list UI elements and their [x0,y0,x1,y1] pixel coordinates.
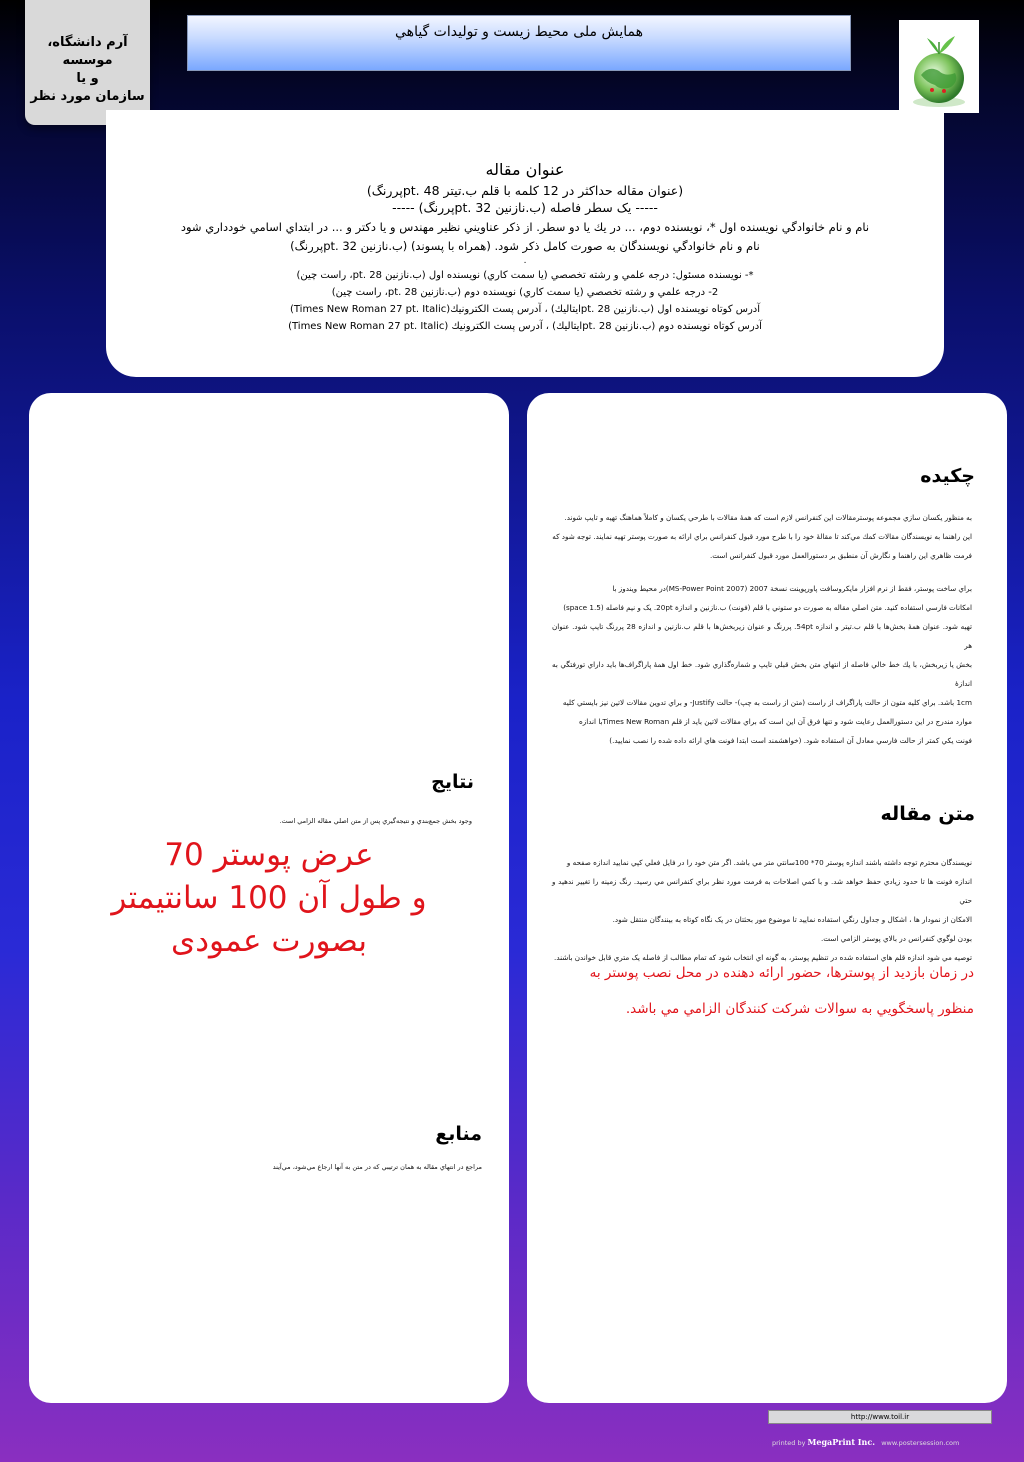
logo-text-line3: سازمان مورد نظر [30,89,145,104]
conference-title: همايش ملی محيط زيست و توليدات گياهي [395,24,643,40]
results-heading: نتايج [431,771,474,793]
body-line3: الامكان از نمودار ها ، اشكال و جداول رنگي استفاده نماييد تا موضوع مور بحثتان در يک نگاه کوتاه به بينندگان منتقل شود. [612,915,972,924]
body-line5: توصيه مي شود اندازه قلم هاي استفاده شده در تنظيم پوستر، به گونه اي انتخاب شود که تمام مطالب از فاصله يک متري قابل خواندن باشند. [554,953,972,962]
header-line-6: 2- درجه علمي و رشته تخصصي (يا سمت کاري) نويسنده دوم (ب.نازنين 28 .pt، راست چين) [331,287,719,298]
body-line2: اندازه فونت ها تا حدود زيادي حفظ خواهد شد. و با کمي اصلاحات به فرمت مورد نظر براي کنفرانس مي رسيد. رنگ زمينه را تغيير ندهيد و حتي [552,877,972,905]
body-heading: متن مقاله [880,803,975,825]
header-line-1: (عنوان مقاله حداکثر در 12 کلمه با قلم ب.تيتر pt. 48پررنگ) [366,183,684,198]
abstract-p2-line1: براي ساخت پوستر، فقط از نرم افزار مايکروسافت پاورپوينت نسخة 2007 (MS-Power Point 2007)در محيط ويندوز با [612,584,972,593]
abstract-heading: چكيده [920,465,975,487]
presenter-note-line2: منظور پاسخگويي به سوالات شرکت کنندگان الزامي مي باشد. [625,1001,974,1017]
article-title: عنوان مقاله [485,160,565,179]
poster-size-line3: بصورت عمودی [170,923,368,959]
abstract-p2-line7: فونت يکي کمتر از حالت فارسي معادل آن استفاده شود. (خواهشمند است ابتدا فونت هاي ارائه داده شده را نصب نماييد.) [609,736,972,745]
presenter-note [544,953,974,1025]
abstract-p2-line2: امکانات فارسي استفاده کنيد. متن اصلي مقاله به صورت دو ستوني با قلم (فونت) ب.نازنين و اندازة 20pt. يک و نيم فاصله (1.5 space) [563,603,972,612]
footer-url[interactable]: http://www.toil.ir [768,1410,992,1424]
conference-logo [899,20,979,113]
right-column [527,393,1007,1403]
abstract-paragraph-2 [552,579,972,750]
header-dot: . [523,256,527,266]
printer-credit [772,1437,959,1447]
references-text: مراجع در انتهاي مقاله به همان ترتيبي که در متن به آنها ارجاع مي‌شود، مي‌آيند [272,1163,482,1171]
poster-size-note [99,834,439,963]
abstract-p2-line3: تهيه شود. عنوان همۀ بخش‌ها با قلم ب.تيتر و اندازه 54pt. پررنگ و عنوان زيربخش‌ها با قلم ب.نازنين و اندازه 28 پررنگ تايپ شود. عنوان هر [552,622,972,650]
printer-name: MegaPrint Inc. [807,1437,876,1447]
abstract-p1-line1: به منظور يکسان سازي مجموعه پوسترمقالات اين کنفرانس لازم است که همۀ مقالات با طرحي يکسان و کاملاً هماهنگ تهيه و تايپ شوند. [564,513,972,522]
logo-text-line1: آرم دانشگاه، موسسه [47,35,128,68]
header-line-3: نام و نام خانوادگي نويسنده اول *، نويسنده دوم، ... در يك يا دو سطر. از ذکر عناويني نظير مهندس و يا دکتر و ... در ابتداي اسامي خودداري شود [180,220,870,234]
abstract-p2-line6: موارد مندرج در اين دستورالعمل رعايت شود و تنها فرق آن اين است که براي مقالات لاتين بايد از قلم Times New Romanبا اندازه [579,717,972,726]
header-line-2: ----- يک سطر فاصله (ب.نازنين pt. 32پررنگ) ----- [392,200,658,215]
header-line-8: آدرس کوتاه نويسنده دوم (ب.نازنين pt. 28ايتاليك) ، آدرس پست الکترونيك (Times New Roman 27 pt. Italic) [288,321,762,332]
logo-text-line2: و يا [76,71,99,86]
body-line4: بودن لوگوي کنفرانس در بالاي پوستر الزامي است. [820,934,972,943]
left-column [29,393,509,1403]
conference-title-bar [187,15,851,71]
poster-size-line1: عرض پوستر 70 [164,837,374,873]
abstract-p2-line4: بخش يا زيربخش، با يك خط خالي فاصله از انتهاي متن بخش قبلي تايپ و شماره‌گذاري شود. خط اول همۀ پاراگراف‌ها بايد داراي تورفتگي به اندازۀ [552,660,972,688]
header-line-7: آدرس کوتاه نويسنده اول (ب.نازنين pt. 28ايتاليك) ، آدرس پست الکترونيك(Times New Roman 27 pt. Italic) [289,304,761,315]
presenter-note-line1: در زمان بازديد از پوسترها، حضور ارائه دهنده در محل نصب پوستر به [589,965,974,981]
poster-size-line2: و طول آن 100 سانتيمتر [111,880,427,916]
body-line1: نويسندگان محترم توجه داشته باشند اندازه پوستر 70* 100سانتي متر مي باشد. اگر متن خود را در فايل فعلي کپي نماييد اندازه صفحه و [566,858,972,867]
header-card [106,110,944,377]
header-line-4: نام و نام خانوادگي نويسندگان به صورت کامل ذکر شود. (همراه با پسوند) (ب.نازنين pt. 32پررنگ) [290,239,760,253]
globe-plant-icon [899,20,979,113]
abstract-p2-line5: 1cm باشد. براي کليه متون از حالت پاراگراف از راست (متن از راست به چپ)- حالت Justify- و براي تدوين مقالات لاتين نيز بايستي كليه [562,698,972,707]
abstract-p1-line2: اين راهنما به نويسندگان مقالات کمك مي‌کند تا مقالۀ خود را با طرح مورد قبول کنفرانس براي ارائه به صورت پوستر تهيه نمايند. توجه شود که [552,532,972,541]
abstract-p1-line3: فرمت ظاهري اين راهنما و نگارش آن منطبق بر دستورالعمل مورد قبول کنفرانس است. [709,551,972,560]
institution-logo-placeholder [25,0,150,125]
abstract-paragraph-1 [552,508,972,565]
printer-site[interactable]: www.postersession.com [881,1439,960,1447]
body-text [552,853,972,967]
results-text: وجود بخش جمع‌بندي و نتيجه‌گيري پس از متن اصلي مقاله الزامي است. [279,817,472,825]
printed-prefix: printed by [772,1439,806,1447]
references-heading: منابع [435,1123,482,1145]
header-line-5: *- نويسنده مسئول: درجه علمي و رشته تخصصي (يا سمت کاري) نويسنده اول (ب.نازنين 28 .pt، راست چين) [296,270,754,281]
